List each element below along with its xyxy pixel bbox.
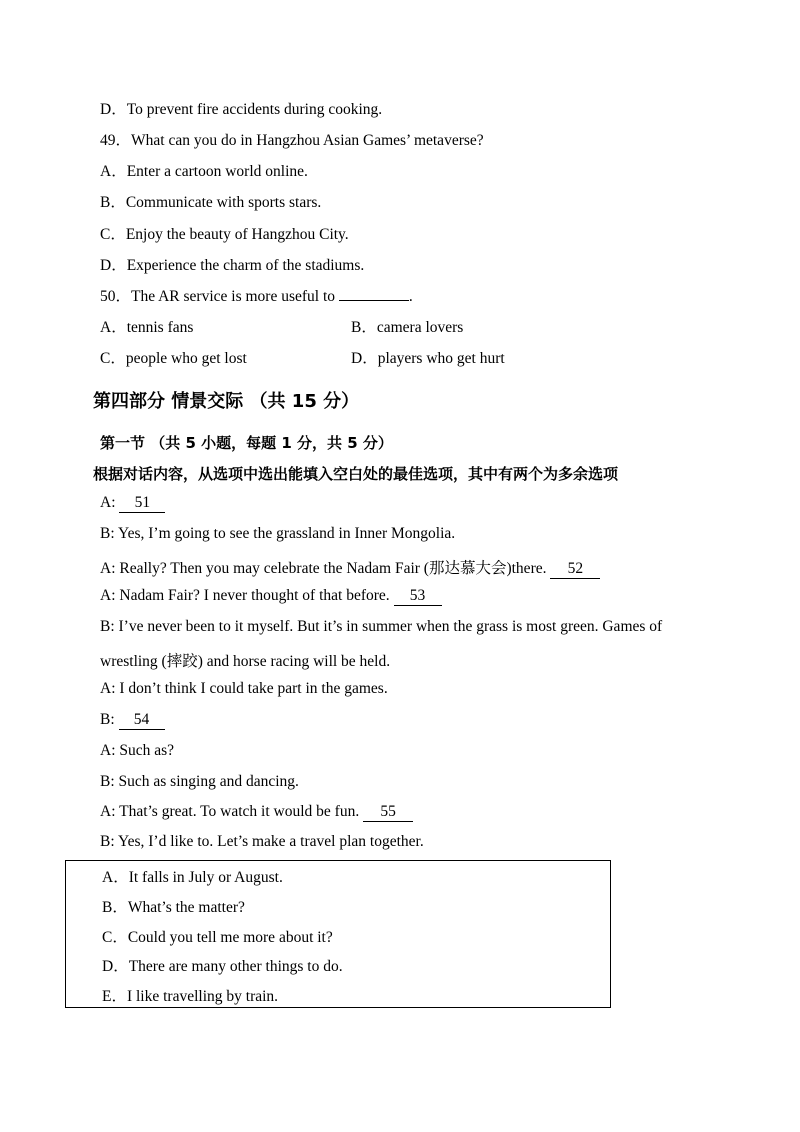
blank-53: 53 bbox=[394, 588, 442, 606]
choice-e: E．I like travelling by train. bbox=[102, 988, 279, 1005]
dialogue-text: A: Really? Then you may celebrate the Nadam Fair (那达慕大会)there. bbox=[100, 560, 551, 577]
q49-question: 49．What can you do in Hangzhou Asian Games’ metaverse? bbox=[100, 132, 484, 149]
choices-box bbox=[65, 860, 611, 1008]
q50-answer-blank bbox=[339, 288, 409, 301]
blank-54: 54 bbox=[119, 712, 165, 730]
part4-title: 第四部分 情景交际 （共 15 分） bbox=[93, 391, 360, 412]
q50-question-suffix: . bbox=[408, 288, 413, 305]
dialogue-text: A: That’s great. To watch it would be fun. bbox=[100, 803, 364, 820]
dialogue-line-8: A: Such as? bbox=[100, 742, 175, 759]
q50-question-text: 50．The AR service is more useful to bbox=[100, 288, 336, 305]
dialogue-line-4 bbox=[100, 587, 442, 606]
q49-option-a: A．Enter a cartoon world online. bbox=[100, 163, 308, 180]
speaker-b: B: bbox=[100, 711, 119, 728]
dialogue-line-1 bbox=[100, 494, 165, 513]
choice-b: B．What’s the matter? bbox=[102, 899, 245, 916]
dialogue-text: A: Nadam Fair? I never thought of that before. bbox=[100, 587, 394, 604]
dialogue-line-6: A: I don’t think I could take part in the games. bbox=[100, 680, 388, 697]
dialogue-line-5a: B: I’ve never been to it myself. But it’s in summer when the grass is most green. Games of bbox=[100, 618, 663, 635]
q50-option-d: D．players who get hurt bbox=[351, 350, 505, 367]
section1-title: 第一节 （共 5 小题，每题 1 分，共 5 分） bbox=[100, 434, 393, 452]
q49-option-b: B．Communicate with sports stars. bbox=[100, 194, 322, 211]
choice-d: D．There are many other things to do. bbox=[102, 958, 343, 975]
q49-option-c: C．Enjoy the beauty of Hangzhou City. bbox=[100, 226, 349, 243]
choice-a: A．It falls in July or August. bbox=[102, 869, 283, 886]
q49-option-d: D．Experience the charm of the stadiums. bbox=[100, 257, 365, 274]
dialogue-line-9: B: Such as singing and dancing. bbox=[100, 773, 299, 790]
dialogue-line-2: B: Yes, I’m going to see the grassland in Inner Mongolia. bbox=[100, 525, 456, 542]
blank-55: 55 bbox=[363, 804, 413, 822]
q48-option-d: D．To prevent fire accidents during cooking. bbox=[100, 101, 383, 118]
section1-instruction: 根据对话内容，从选项中选出能填入空白处的最佳选项，其中有两个为多余选项 bbox=[93, 465, 619, 483]
q50-option-a: A．tennis fans bbox=[100, 319, 194, 336]
dialogue-line-10 bbox=[100, 803, 413, 822]
dialogue-line-7 bbox=[100, 711, 165, 730]
choice-c: C．Could you tell me more about it? bbox=[102, 929, 333, 946]
blank-51: 51 bbox=[119, 495, 165, 513]
q50-option-b: B．camera lovers bbox=[351, 319, 464, 336]
speaker-a: A: bbox=[100, 494, 120, 511]
blank-52: 52 bbox=[550, 561, 600, 579]
q50-question bbox=[100, 284, 413, 306]
dialogue-line-3 bbox=[100, 556, 600, 579]
q50-option-c: C．people who get lost bbox=[100, 350, 247, 367]
dialogue-line-11: B: Yes, I’d like to. Let’s make a travel plan together. bbox=[100, 833, 424, 850]
dialogue-line-5b: wrestling (摔跤) and horse racing will be held. bbox=[100, 653, 391, 670]
